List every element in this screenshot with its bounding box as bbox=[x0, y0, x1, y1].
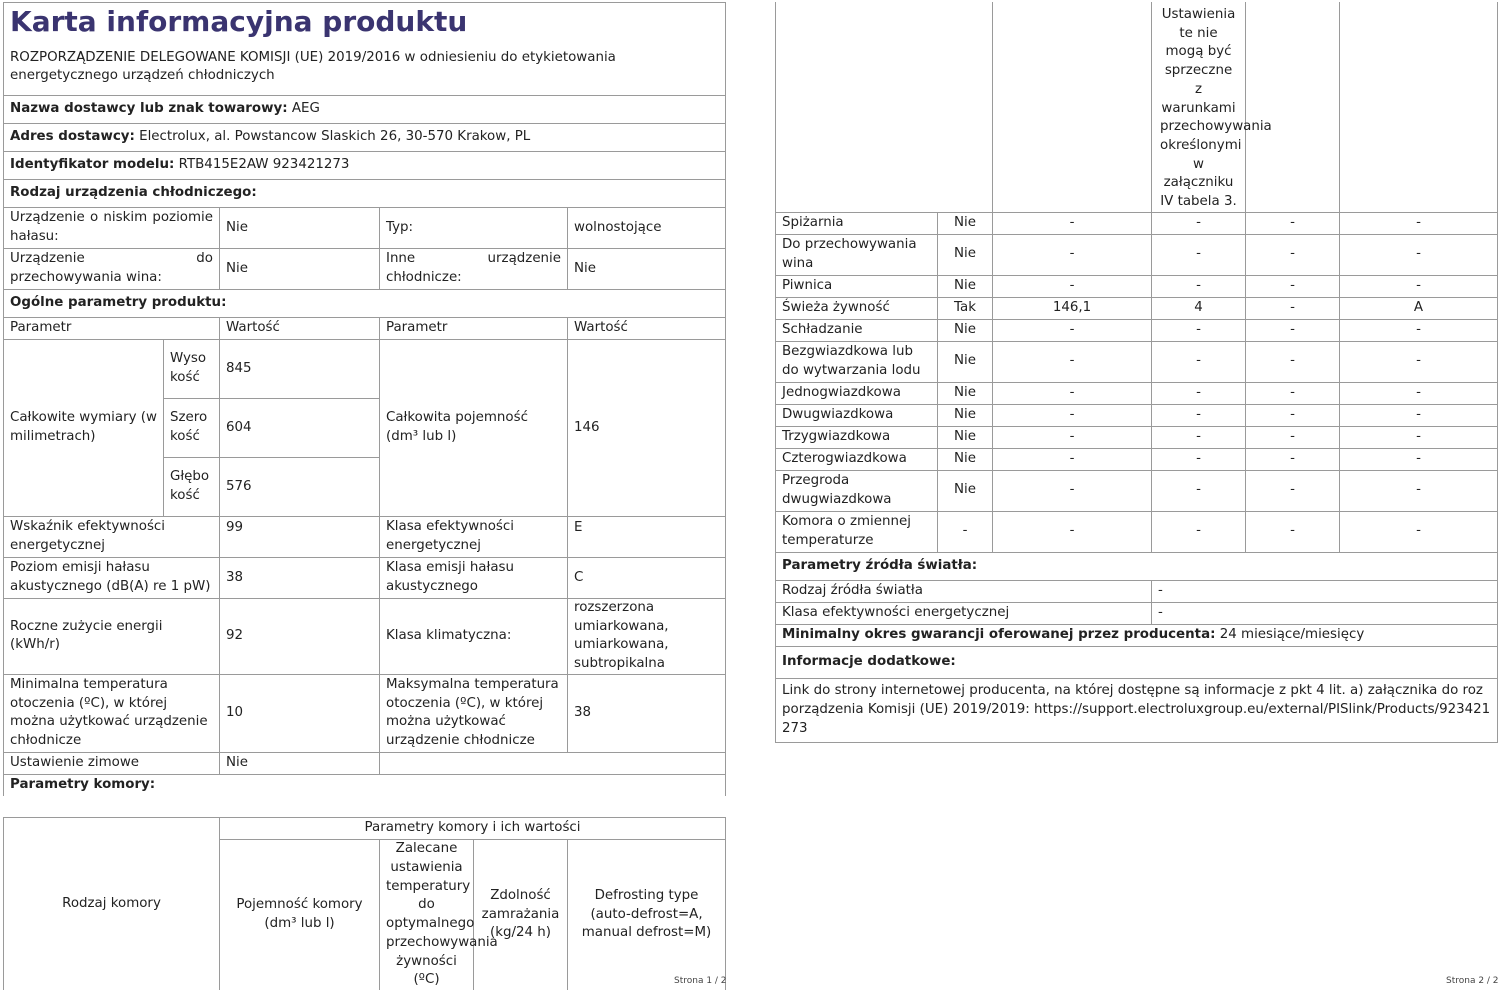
compartment-values-table bbox=[775, 2, 1498, 553]
page-title: Karta informacyjna produktu bbox=[10, 4, 468, 38]
compartment-name: Bezgwiazdkowa lub do wytwarzania lodu bbox=[776, 341, 938, 382]
eclass-value: E bbox=[568, 517, 726, 558]
compartment-name: Świeża żywność bbox=[776, 297, 938, 319]
compartment-freeze: - bbox=[1246, 212, 1340, 234]
compartment-freeze: - bbox=[1246, 234, 1340, 275]
compartment-header-table bbox=[3, 817, 726, 990]
compartment-present: Nie bbox=[938, 234, 993, 275]
compartment-temp: - bbox=[1152, 426, 1246, 448]
compartment-group-header: Parametry komory i ich wartości bbox=[220, 818, 726, 840]
compartment-name: Spiżarnia bbox=[776, 212, 938, 234]
compartment-freeze: - bbox=[1246, 404, 1340, 426]
min-temp-value: 10 bbox=[220, 674, 380, 752]
compartment-capacity: - bbox=[993, 212, 1152, 234]
light-heading: Parametry źródła światła: bbox=[776, 552, 1498, 580]
info-text: Link do strony internetowej producenta, na której dostępne są informacje z pkt 4 lit. a) załącznika do rozporządzenia Komisji (UE) 2019/2019: https://support.electroluxgroup.eu/external/PISlink/Products/923421273 bbox=[776, 678, 1498, 742]
compartment-temp: - bbox=[1152, 234, 1246, 275]
climate-label: Klasa klimatyczna: bbox=[380, 599, 568, 675]
compartment-present: Nie bbox=[938, 382, 993, 404]
col-value-2: Wartość bbox=[568, 318, 726, 340]
blank-top-freeze bbox=[1246, 2, 1340, 212]
regulation-text: ROZPORZĄDZENIE DELEGOWANE KOMISJI (UE) 2019/2016 w odniesieniu do etykietowania energetycznego urządzeń chłodniczych bbox=[4, 41, 726, 96]
wine-value: Nie bbox=[220, 249, 380, 290]
address-row bbox=[4, 124, 726, 152]
compartment-capacity: - bbox=[993, 382, 1152, 404]
compartment-capacity: - bbox=[993, 511, 1152, 552]
compartment-present: Nie bbox=[938, 341, 993, 382]
compartment-temp: - bbox=[1152, 341, 1246, 382]
annual-value: 92 bbox=[220, 599, 380, 675]
compartment-row bbox=[776, 275, 1498, 297]
noise-class-label: Klasa emisji hałasu akustycznego bbox=[380, 558, 568, 599]
compartment-present: Nie bbox=[938, 212, 993, 234]
compartment-temp: - bbox=[1152, 212, 1246, 234]
compartment-name: Trzygwiazdkowa bbox=[776, 426, 938, 448]
compartment-capacity: - bbox=[993, 341, 1152, 382]
compartment-row bbox=[776, 382, 1498, 404]
compartment-temp: - bbox=[1152, 448, 1246, 470]
compartment-freeze: - bbox=[1246, 275, 1340, 297]
compartment-freeze: - bbox=[1246, 297, 1340, 319]
eclass-label: Klasa efektywności energetycznej bbox=[380, 517, 568, 558]
compartment-freeze: - bbox=[1246, 382, 1340, 404]
compartment-row bbox=[776, 319, 1498, 341]
compartment-temp: - bbox=[1152, 382, 1246, 404]
compartment-name: Schładzanie bbox=[776, 319, 938, 341]
dims-label: Całkowite wymiary (w milimetrach) bbox=[4, 340, 164, 517]
blank-top-cap bbox=[993, 2, 1152, 212]
compartment-present: - bbox=[938, 511, 993, 552]
compartment-capacity: - bbox=[993, 234, 1152, 275]
model-row bbox=[4, 152, 726, 180]
compartment-capacity: - bbox=[993, 404, 1152, 426]
compartment-name: Czterogwiazdkowa bbox=[776, 448, 938, 470]
light-class-value: - bbox=[1152, 602, 1498, 624]
compartment-freeze: - bbox=[1246, 341, 1340, 382]
warranty-value: 24 miesiące/miesięcy bbox=[1219, 626, 1365, 642]
compartment-defrost: - bbox=[1340, 234, 1498, 275]
address-label: Adres dostawcy: bbox=[10, 129, 135, 145]
compartment-present: Tak bbox=[938, 297, 993, 319]
compartment-row bbox=[776, 212, 1498, 234]
spacer-row bbox=[4, 796, 726, 818]
compartment-name: Komora o zmiennej temperaturze bbox=[776, 511, 938, 552]
compartment-freeze: - bbox=[1246, 511, 1340, 552]
compartment-type-header: Rodzaj komory bbox=[4, 818, 220, 990]
empty-cell bbox=[380, 752, 726, 774]
compartment-present: Nie bbox=[938, 448, 993, 470]
min-temp-label: Minimalna temperatura otoczenia (ºC), w której można użytkować urządzenie chłodnicze bbox=[4, 674, 220, 752]
general-heading: Ogólne parametry produktu: bbox=[4, 290, 726, 318]
compartment-capacity: - bbox=[993, 448, 1152, 470]
width-value: 604 bbox=[220, 399, 380, 458]
compartment-row bbox=[776, 404, 1498, 426]
noise-class-value: C bbox=[568, 558, 726, 599]
comp-capacity-header: Pojemność komory (dm³ lub l) bbox=[220, 840, 380, 990]
winter-label: Ustawienie zimowe bbox=[4, 752, 220, 774]
type-value: wolnostojące bbox=[568, 208, 726, 249]
compartment-defrost: - bbox=[1340, 426, 1498, 448]
compartment-capacity: - bbox=[993, 275, 1152, 297]
other-label: Inne urządzenie chłodnicze: bbox=[380, 249, 568, 290]
eei-value: 99 bbox=[220, 517, 380, 558]
page-2-footer: Strona 2 / 2 bbox=[1446, 976, 1499, 986]
supplier-value: AEG bbox=[291, 101, 320, 117]
light-type-label: Rodzaj źródła światła bbox=[776, 580, 1152, 602]
capacity-value: 146 bbox=[568, 340, 726, 517]
compartment-defrost: - bbox=[1340, 404, 1498, 426]
warranty-label: Minimalny okres gwarancji oferowanej przez producenta: bbox=[782, 626, 1216, 642]
compartment-name: Piwnica bbox=[776, 275, 938, 297]
low-noise-label: Urządzenie o niskim poziomie hałasu: bbox=[4, 208, 220, 249]
other-value: Nie bbox=[568, 249, 726, 290]
compartment-name: Przegroda dwugwiazdkowa bbox=[776, 470, 938, 511]
compartment-row bbox=[776, 511, 1498, 552]
width-label: Szerokość bbox=[164, 399, 220, 458]
blank-top-left bbox=[776, 2, 993, 212]
compartment-present: Nie bbox=[938, 426, 993, 448]
col-param-2: Parametr bbox=[380, 318, 568, 340]
compartment-row bbox=[776, 448, 1498, 470]
compartment-row bbox=[776, 234, 1498, 275]
low-noise-value: Nie bbox=[220, 208, 380, 249]
page-1-footer: Strona 1 / 2 bbox=[674, 976, 727, 986]
comp-defrost-header: Defrosting type (auto-defrost=A, manual defrost=M) bbox=[568, 840, 726, 990]
compartment-temp: 4 bbox=[1152, 297, 1246, 319]
depth-value: 576 bbox=[220, 458, 380, 517]
winter-value: Nie bbox=[220, 752, 380, 774]
height-value: 845 bbox=[220, 340, 380, 399]
compartment-row bbox=[776, 297, 1498, 319]
compartment-temp: - bbox=[1152, 319, 1246, 341]
supplier-row bbox=[4, 96, 726, 124]
supplier-label: Nazwa dostawcy lub znak towarowy: bbox=[10, 101, 288, 117]
compartment-defrost: - bbox=[1340, 448, 1498, 470]
annual-label: Roczne zużycie energii (kWh/r) bbox=[4, 599, 220, 675]
compartment-temp: - bbox=[1152, 275, 1246, 297]
device-type-heading: Rodzaj urządzenia chłodniczego: bbox=[4, 180, 726, 208]
max-temp-value: 38 bbox=[568, 674, 726, 752]
comp-freeze-header: Zdolność zamrażania (kg/24 h) bbox=[474, 840, 568, 990]
eei-label: Wskaźnik efektywności energetycznej bbox=[4, 517, 220, 558]
type-label: Typ: bbox=[380, 208, 568, 249]
compartment-name: Dwugwiazdkowa bbox=[776, 404, 938, 426]
compartment-row bbox=[776, 341, 1498, 382]
compartment-defrost: - bbox=[1340, 382, 1498, 404]
storage-note: Ustawienia te nie mogą być sprzeczne z warunkami przechowywania określonymi w załączniku IV tabela 3. bbox=[1152, 2, 1246, 212]
model-value: RTB415E2AW 923421273 bbox=[178, 157, 350, 173]
compartment-freeze: - bbox=[1246, 470, 1340, 511]
page-1 bbox=[3, 2, 725, 990]
compartment-capacity: - bbox=[993, 426, 1152, 448]
col-param-1: Parametr bbox=[4, 318, 220, 340]
warranty-row bbox=[776, 624, 1498, 646]
depth-label: Głębokość bbox=[164, 458, 220, 517]
light-class-label: Klasa efektywności energetycznej bbox=[776, 602, 1152, 624]
compartment-present: Nie bbox=[938, 404, 993, 426]
max-temp-label: Maksymalna temperatura otoczenia (ºC), w której można użytkować urządzenie chłodnicze bbox=[380, 674, 568, 752]
compartment-present: Nie bbox=[938, 470, 993, 511]
compartment-heading: Parametry komory: bbox=[4, 774, 726, 796]
compartment-freeze: - bbox=[1246, 426, 1340, 448]
compartment-defrost: - bbox=[1340, 212, 1498, 234]
compartment-present: Nie bbox=[938, 319, 993, 341]
compartment-present: Nie bbox=[938, 275, 993, 297]
address-value: Electrolux, al. Powstancow Slaskich 26, 30-570 Krakow, PL bbox=[139, 129, 531, 145]
height-label: Wysokość bbox=[164, 340, 220, 399]
compartment-capacity: 146,1 bbox=[993, 297, 1152, 319]
compartment-defrost: - bbox=[1340, 319, 1498, 341]
compartment-defrost: - bbox=[1340, 470, 1498, 511]
info-heading: Informacje dodatkowe: bbox=[776, 646, 1498, 678]
compartment-row bbox=[776, 426, 1498, 448]
compartment-name: Jednogwiazdkowa bbox=[776, 382, 938, 404]
noise-label: Poziom emisji hałasu akustycznego (dB(A) re 1 pW) bbox=[4, 558, 220, 599]
compartment-capacity: - bbox=[993, 319, 1152, 341]
page-2 bbox=[775, 2, 1497, 743]
comp-temp-header: Zalecane ustawienia temperatury do optymalnego przechowywania żywności (ºC) bbox=[380, 840, 474, 990]
col-value-1: Wartość bbox=[220, 318, 380, 340]
compartment-defrost: A bbox=[1340, 297, 1498, 319]
blank-top-defrost bbox=[1340, 2, 1498, 212]
compartment-capacity: - bbox=[993, 470, 1152, 511]
compartment-name: Do przechowywania wina bbox=[776, 234, 938, 275]
compartment-defrost: - bbox=[1340, 511, 1498, 552]
compartment-temp: - bbox=[1152, 470, 1246, 511]
compartment-temp: - bbox=[1152, 511, 1246, 552]
wine-label: Urządzenie do przechowywania wina: bbox=[4, 249, 220, 290]
compartment-freeze: - bbox=[1246, 448, 1340, 470]
compartment-defrost: - bbox=[1340, 275, 1498, 297]
compartment-temp: - bbox=[1152, 404, 1246, 426]
capacity-label: Całkowita pojemność (dm³ lub l) bbox=[380, 340, 568, 517]
noise-value: 38 bbox=[220, 558, 380, 599]
compartment-row bbox=[776, 470, 1498, 511]
light-warranty-table bbox=[775, 552, 1498, 743]
light-type-value: - bbox=[1152, 580, 1498, 602]
model-label: Identyfikator modelu: bbox=[10, 157, 175, 173]
product-info-table bbox=[3, 2, 726, 818]
title-cell bbox=[4, 3, 726, 41]
compartment-defrost: - bbox=[1340, 341, 1498, 382]
climate-value: rozszerzona umiarkowana, umiarkowana, subtropikalna bbox=[568, 599, 726, 675]
compartment-freeze: - bbox=[1246, 319, 1340, 341]
